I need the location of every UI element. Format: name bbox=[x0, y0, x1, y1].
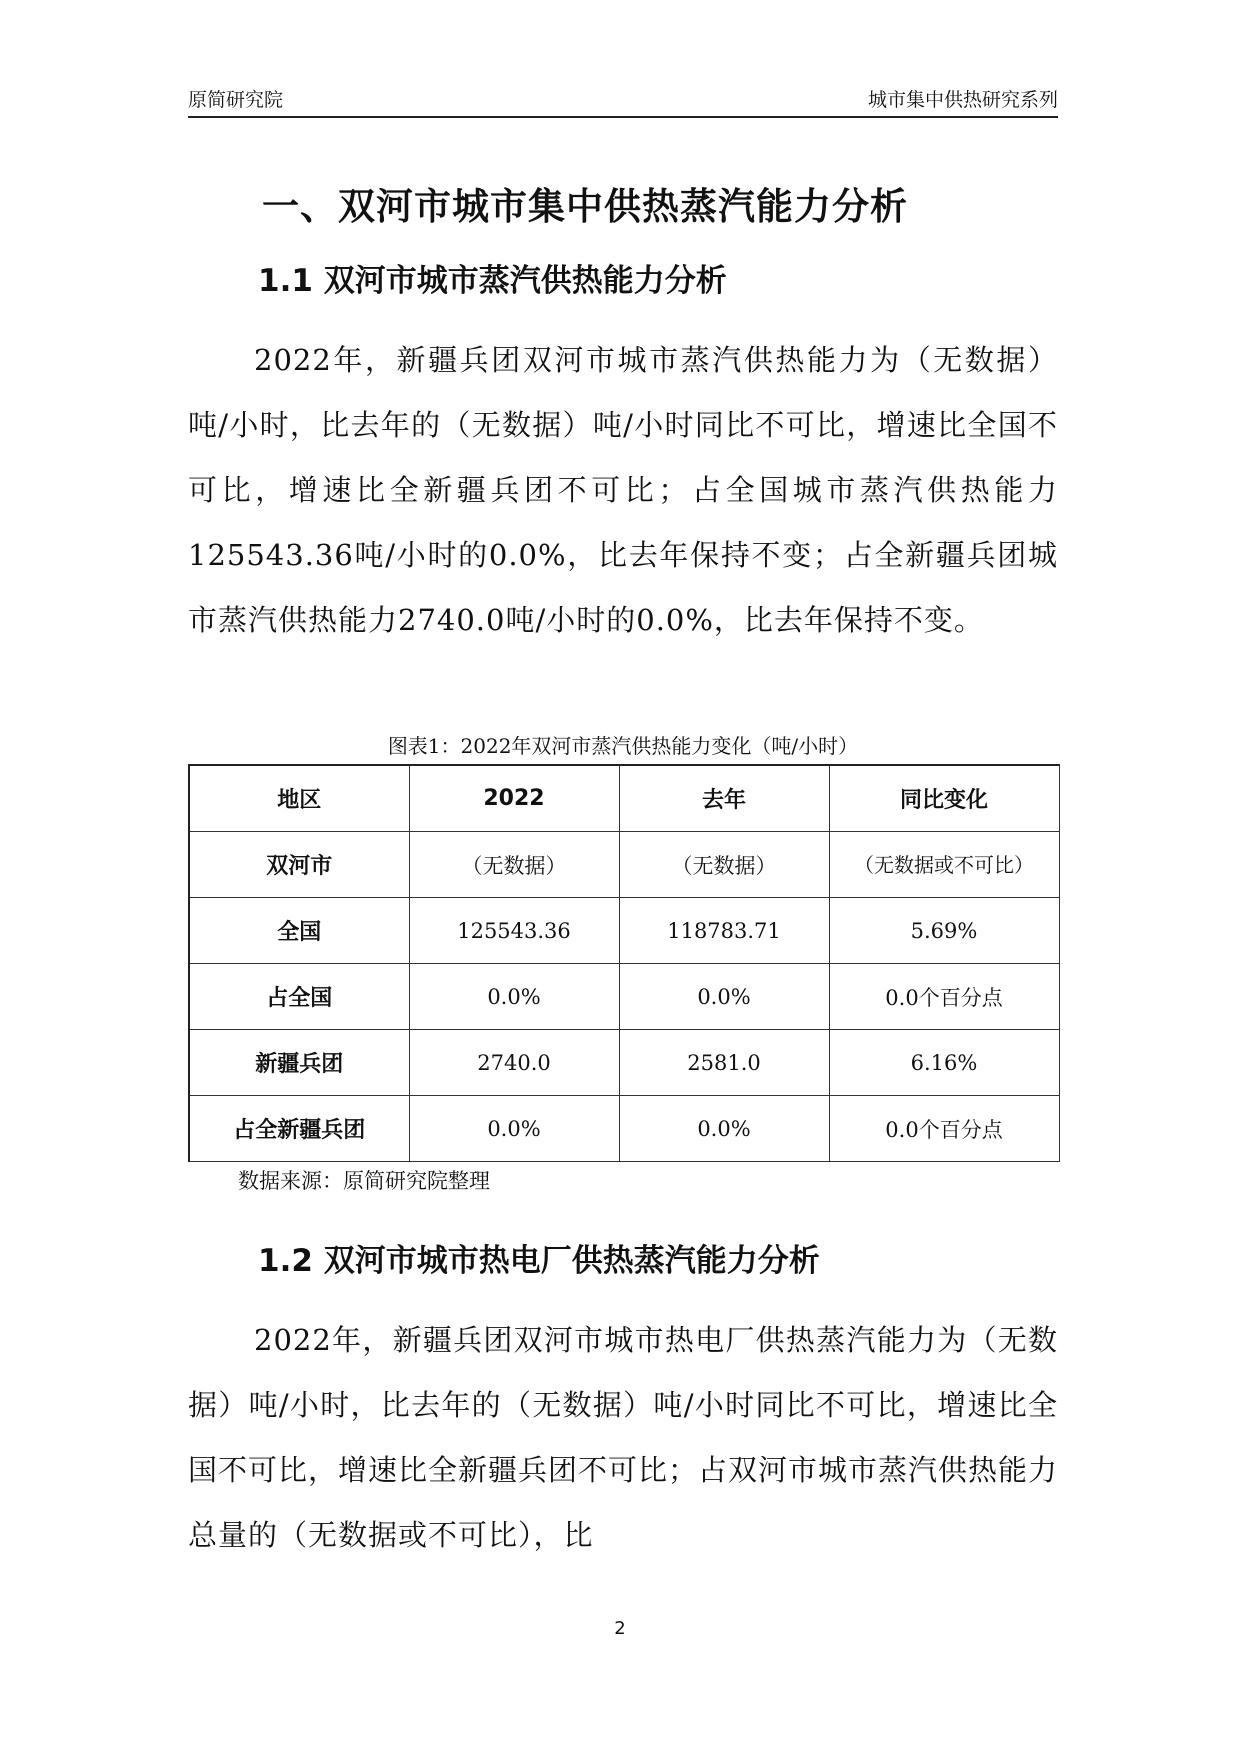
header-org-name: 原简研究院 bbox=[188, 89, 284, 111]
cell-2022: 0.0% bbox=[409, 1096, 619, 1162]
table-header-row bbox=[189, 765, 1059, 832]
cell-last-year: （无数据） bbox=[619, 832, 829, 898]
table-row bbox=[189, 832, 1059, 898]
data-source-note: 数据来源：原简研究院整理 bbox=[238, 1169, 490, 1193]
chapter-title: 一、双河市城市集中供热蒸汽能力分析 bbox=[262, 185, 908, 228]
header-cell-last-year: 去年 bbox=[619, 765, 829, 832]
cell-yoy-change: 0.0个百分点 bbox=[829, 1096, 1059, 1162]
cell-last-year: 118783.71 bbox=[619, 898, 829, 964]
cell-yoy-change: 6.16% bbox=[829, 1030, 1059, 1096]
page-number: 2 bbox=[614, 1618, 626, 1639]
row-label: 全国 bbox=[189, 898, 409, 964]
table-row bbox=[189, 898, 1059, 964]
row-label: 占全国 bbox=[189, 964, 409, 1030]
cell-last-year: 2581.0 bbox=[619, 1030, 829, 1096]
header-cell-region: 地区 bbox=[189, 765, 409, 832]
cell-2022: 125543.36 bbox=[409, 898, 619, 964]
cell-yoy-change: （无数据或不可比） bbox=[829, 832, 1059, 898]
table-row bbox=[189, 964, 1059, 1030]
cell-yoy-change: 0.0个百分点 bbox=[829, 964, 1059, 1030]
row-label: 新疆兵团 bbox=[189, 1030, 409, 1096]
table-caption: 图表1：2022年双河市蒸汽供热能力变化（吨/小时） bbox=[387, 734, 859, 758]
row-label: 占全新疆兵团 bbox=[189, 1096, 409, 1162]
capacity-table bbox=[188, 764, 1060, 1162]
cell-2022: 0.0% bbox=[409, 964, 619, 1030]
section-1-1-paragraph: 2022年，新疆兵团双河市城市蒸汽供热能力为（无数据）吨/小时，比去年的（无数据）吨/小时同比不可比，增速比全国不可比，增速比全新疆兵团不可比；占全国城市蒸汽供热能力125543.36吨/小时的0.0%，比去年保持不变；占全新疆兵团城市蒸汽供热能力2740.0吨/小时的0.0%，比去年保持不变。 bbox=[188, 343, 1058, 637]
header-series-name: 城市集中供热研究系列 bbox=[867, 89, 1058, 111]
cell-last-year: 0.0% bbox=[619, 964, 829, 1030]
header-cell-2022: 2022 bbox=[409, 765, 619, 832]
table-row bbox=[189, 1096, 1059, 1162]
section-1-2-title: 1.2 双河市城市热电厂供热蒸汽能力分析 bbox=[258, 1243, 820, 1279]
cell-2022: 2740.0 bbox=[409, 1030, 619, 1096]
cell-last-year: 0.0% bbox=[619, 1096, 829, 1162]
page-header bbox=[188, 84, 1058, 118]
cell-2022: （无数据） bbox=[409, 832, 619, 898]
header-cell-yoy-change: 同比变化 bbox=[829, 765, 1059, 832]
cell-yoy-change: 5.69% bbox=[829, 898, 1059, 964]
section-1-2-paragraph: 2022年，新疆兵团双河市城市热电厂供热蒸汽能力为（无数据）吨/小时，比去年的（无数据）吨/小时同比不可比，增速比全国不可比，增速比全新疆兵团不可比；占双河市城市蒸汽供热能力总量的（无数据或不可比），比 bbox=[188, 1323, 1059, 1552]
row-label: 双河市 bbox=[189, 832, 409, 898]
table-row bbox=[189, 1030, 1059, 1096]
section-1-1-title: 1.1 双河市城市蒸汽供热能力分析 bbox=[258, 263, 727, 299]
